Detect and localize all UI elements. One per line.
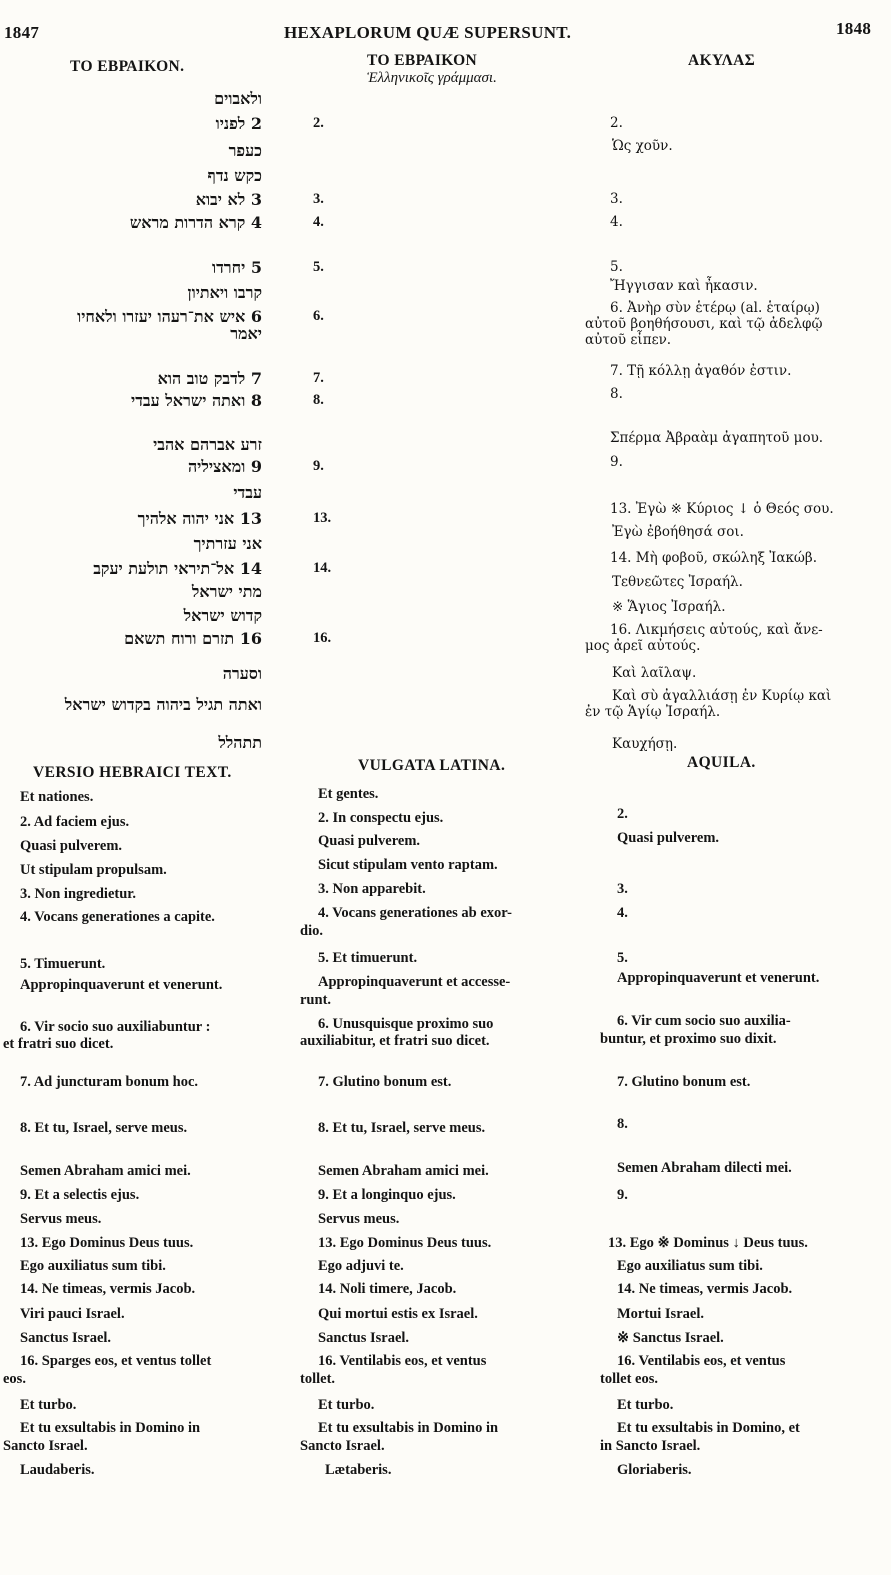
column-subheading: Ἑλληνικοῖς γράμμασι. <box>367 70 497 86</box>
latin-line: Semen Abraham dilecti mei. <box>617 1160 792 1176</box>
latin-line: 14. Noli timere, Jacob. <box>318 1281 457 1297</box>
latin-line: 16. Ventilabis eos, et ventus <box>318 1353 487 1369</box>
latin-line: Sancto Israel. <box>3 1438 88 1454</box>
verse-number: 7. <box>313 370 324 386</box>
hebrew-line: 5 יחרדו <box>211 258 262 277</box>
hebrew-line: 4 קרא הדרות מראש <box>129 213 262 232</box>
hebrew-line: זרע אברהם אהבי <box>153 435 262 454</box>
hebrew-line: 2 לפניו <box>215 114 262 133</box>
verse-number: 4. <box>313 214 324 230</box>
column-heading: ΑΚΥΛΑΣ <box>688 52 756 69</box>
column-heading: VULGATA LATINA. <box>358 757 506 774</box>
latin-line: 16. Sparges eos, et ventus tollet <box>20 1353 212 1369</box>
latin-line: Et turbo. <box>20 1397 77 1413</box>
hebrew-line: 9 ומאציליה <box>187 457 262 476</box>
column-heading: AQUILA. <box>687 754 756 771</box>
greek-line: 5. <box>610 259 623 275</box>
hebrew-line: קדוש ישראל <box>183 606 262 625</box>
greek-line: 8. <box>610 386 623 402</box>
latin-line: tollet eos. <box>600 1371 658 1387</box>
latin-line: 13. Ego Dominus Deus tuus. <box>318 1235 492 1251</box>
greek-line: 9. <box>610 454 623 470</box>
hebrew-line: קרבו ויאתיון <box>187 283 262 302</box>
verse-number: 3. <box>313 191 324 207</box>
latin-line: dio. <box>300 923 323 939</box>
latin-line: 9. Et a longinquo ejus. <box>318 1187 456 1203</box>
hebrew-line: ואתה תגיל ביהוה בקדוש ישראל <box>64 695 262 714</box>
latin-line: Mortui Israel. <box>617 1306 704 1322</box>
latin-line: 8. <box>617 1116 628 1132</box>
latin-line: Et nationes. <box>20 789 94 805</box>
latin-line: Sanctus Israel. <box>20 1330 112 1346</box>
running-title: HEXAPLORUM QUÆ SUPERSUNT. <box>284 23 572 42</box>
greek-line: 14. Μὴ φοβοῦ, σκώληξ Ἰακώβ. <box>610 550 817 566</box>
greek-line: αὐτοῦ βοηθήσουσι, καὶ τῷ ἀδελφῷ <box>585 316 823 332</box>
latin-line: Ego adjuvi te. <box>318 1258 404 1274</box>
column-heading: ΤΟ ΕΒΡΑΙΚΟΝ. <box>70 58 185 75</box>
latin-line: Et tu exsultabis in Domino, et <box>617 1420 800 1436</box>
greek-line: ἐν τῷ Ἁγίῳ Ἰσραήλ. <box>585 704 721 720</box>
latin-line: 3. <box>617 881 628 897</box>
hebrew-line: כעפר <box>228 141 262 160</box>
greek-line: Τεθνεῶτες Ἰσραήλ. <box>612 574 743 590</box>
verse-number: 2. <box>313 115 324 131</box>
hebrew-line: 8 ואתה ישראל עבדי <box>131 391 262 410</box>
latin-line: auxiliabitur, et fratri suo dicet. <box>300 1033 490 1049</box>
latin-line: Ego auxiliatus sum tibi. <box>20 1258 166 1274</box>
latin-line: 2. <box>617 806 628 822</box>
verse-number: 8. <box>313 392 324 408</box>
latin-line: Laudaberis. <box>20 1462 95 1478</box>
latin-line: Quasi pulverem. <box>617 830 720 846</box>
latin-line: Qui mortui estis ex Israel. <box>318 1306 478 1322</box>
hebrew-line: 7 לדבק טוב הוא <box>157 369 262 388</box>
latin-line: 3. Non apparebit. <box>318 881 426 897</box>
latin-line: Appropinquaverunt et venerunt. <box>20 977 223 993</box>
latin-line: Servus meus. <box>318 1211 400 1227</box>
greek-line: 6. Ἀνὴρ σὺν ἑτέρῳ (al. ἑταίρῳ) <box>610 300 820 316</box>
latin-line: Ut stipulam propulsam. <box>20 862 167 878</box>
latin-line: 8. Et tu, Israel, serve meus. <box>20 1120 188 1136</box>
latin-line: runt. <box>300 992 332 1008</box>
latin-line: 6. Vir socio suo auxiliabuntur : <box>20 1019 211 1035</box>
latin-line: 4. Vocans generationes ab exor- <box>318 905 512 921</box>
latin-line: et fratri suo dicet. <box>3 1036 114 1052</box>
hebrew-line: 14 אל־תיראי תולעת יעקב <box>93 559 262 578</box>
latin-line: Lætaberis. <box>325 1462 392 1478</box>
hebrew-line: 16 תזרם ורוח תשאם <box>124 629 262 648</box>
greek-line: Σπέρμα Ἀβραὰμ ἀγαπητοῦ μου. <box>610 430 824 446</box>
greek-line: Ἤγγισαν καὶ ἦκασιν. <box>610 278 758 294</box>
latin-line: buntur, et proximo suo dixit. <box>600 1031 777 1047</box>
latin-line: Et turbo. <box>318 1397 375 1413</box>
greek-line: Καυχήσῃ. <box>612 736 678 752</box>
latin-line: Quasi pulverem. <box>20 838 123 854</box>
latin-line: Gloriaberis. <box>617 1462 692 1478</box>
latin-line: 16. Ventilabis eos, et ventus <box>617 1353 786 1369</box>
page-number: 1848 <box>836 19 872 38</box>
greek-line: 7. Τῇ κόλλῃ ἀγαθόν ἐστιν. <box>610 363 792 379</box>
latin-line: 4. <box>617 905 628 921</box>
latin-line: 5. Timuerunt. <box>20 956 106 972</box>
column-heading: VERSIO HEBRAICI TEXT. <box>33 764 232 781</box>
greek-line: αὐτοῦ εἶπεν. <box>585 332 672 348</box>
latin-line: 13. Ego Dominus Deus tuus. <box>20 1235 194 1251</box>
verse-number: 16. <box>313 630 332 646</box>
hebrew-line: ולאבוים <box>214 89 262 108</box>
hebrew-line: 3 לא יבוא <box>195 190 262 209</box>
page-number: 1847 <box>4 23 40 42</box>
verse-number: 13. <box>313 510 332 526</box>
column-heading: ΤΟ ΕΒΡΑΙΚΟΝ <box>367 52 478 69</box>
latin-line: 2. In conspectu ejus. <box>318 810 444 826</box>
greek-line: 16. Λικμήσεις αὐτούς, καὶ ἄνε- <box>610 622 823 638</box>
latin-line: 5. <box>617 950 628 966</box>
latin-line: 9. Et a selectis ejus. <box>20 1187 140 1203</box>
hebrew-line: 13 אני יהוה אלהיך <box>137 509 262 528</box>
greek-line: Καὶ σὺ ἀγαλλιάσῃ ἐν Κυρίῳ καὶ <box>612 688 832 704</box>
greek-line: ※ Ἅγιος Ἰσραήλ. <box>612 599 726 615</box>
verse-number: 5. <box>313 259 324 275</box>
verse-number: 14. <box>313 560 332 576</box>
latin-line: 7. Glutino bonum est. <box>617 1074 751 1090</box>
latin-line: Servus meus. <box>20 1211 102 1227</box>
latin-line: 7. Ad juncturam bonum hoc. <box>20 1074 199 1090</box>
latin-line: Et tu exsultabis in Domino in <box>318 1420 499 1436</box>
latin-line: 8. Et tu, Israel, serve meus. <box>318 1120 486 1136</box>
latin-line: Sancto Israel. <box>300 1438 385 1454</box>
latin-line: Quasi pulverem. <box>318 833 421 849</box>
latin-line: 7. Glutino bonum est. <box>318 1074 452 1090</box>
latin-line: 6. Unusquisque proximo suo <box>318 1016 494 1032</box>
hebrew-line: תתהלל <box>218 733 262 752</box>
greek-line: Καὶ λαῖλαψ. <box>612 665 697 681</box>
latin-line: ※ Sanctus Israel. <box>617 1330 724 1346</box>
verse-number: 9. <box>313 458 324 474</box>
latin-line: 9. <box>617 1187 628 1203</box>
latin-line: Semen Abraham amici mei. <box>20 1163 191 1179</box>
latin-line: 3. Non ingredietur. <box>20 886 137 902</box>
latin-line: 2. Ad faciem ejus. <box>20 814 130 830</box>
latin-line: Appropinquaverunt et accesse- <box>318 974 511 990</box>
latin-line: 4. Vocans generationes a capite. <box>20 909 215 925</box>
latin-line: 6. Vir cum socio suo auxilia- <box>617 1013 791 1029</box>
latin-line: tollet. <box>300 1371 336 1387</box>
verse-number: 6. <box>313 308 324 324</box>
latin-line: in Sancto Israel. <box>600 1438 701 1454</box>
hebrew-line: אני עזרתיך <box>193 534 262 553</box>
greek-line: 4. <box>610 214 623 230</box>
latin-line: 14. Ne timeas, vermis Jacob. <box>20 1281 196 1297</box>
latin-line: Sicut stipulam vento raptam. <box>318 857 498 873</box>
latin-line: Sanctus Israel. <box>318 1330 410 1346</box>
latin-line: Et turbo. <box>617 1397 674 1413</box>
greek-line: 13. Ἐγὼ ※ Κύριος ↓ ὁ Θεός σου. <box>610 501 834 517</box>
greek-line: Ὡς χοῦν. <box>612 138 673 154</box>
hebrew-line: עבדי <box>233 483 262 502</box>
hebrew-line: יאמר <box>230 324 262 343</box>
hebrew-line: כקש נדף <box>207 166 262 185</box>
greek-line: 3. <box>610 191 623 207</box>
hebrew-line: 6 איש את־רעהו יעזרו ולאחיו <box>77 307 262 326</box>
latin-line: 13. Ego ※ Dominus ↓ Deus tuus. <box>608 1235 808 1251</box>
greek-line: Ἐγὼ ἐβοήθησά σοι. <box>612 524 744 540</box>
latin-line: 5. Et timuerunt. <box>318 950 418 966</box>
latin-line: Et gentes. <box>318 786 379 802</box>
latin-line: Viri pauci Israel. <box>20 1306 125 1322</box>
latin-line: Semen Abraham amici mei. <box>318 1163 489 1179</box>
latin-line: eos. <box>3 1371 26 1387</box>
latin-line: 14. Ne timeas, vermis Jacob. <box>617 1281 793 1297</box>
greek-line: 2. <box>610 115 623 131</box>
latin-line: Appropinquaverunt et venerunt. <box>617 970 820 986</box>
hebrew-line: וסערה <box>222 664 262 683</box>
greek-line: μος ἀρεῖ αὐτούς. <box>585 638 701 654</box>
hebrew-line: מתי ישראל <box>191 582 262 601</box>
latin-line: Ego auxiliatus sum tibi. <box>617 1258 763 1274</box>
latin-line: Et tu exsultabis in Domino in <box>20 1420 201 1436</box>
